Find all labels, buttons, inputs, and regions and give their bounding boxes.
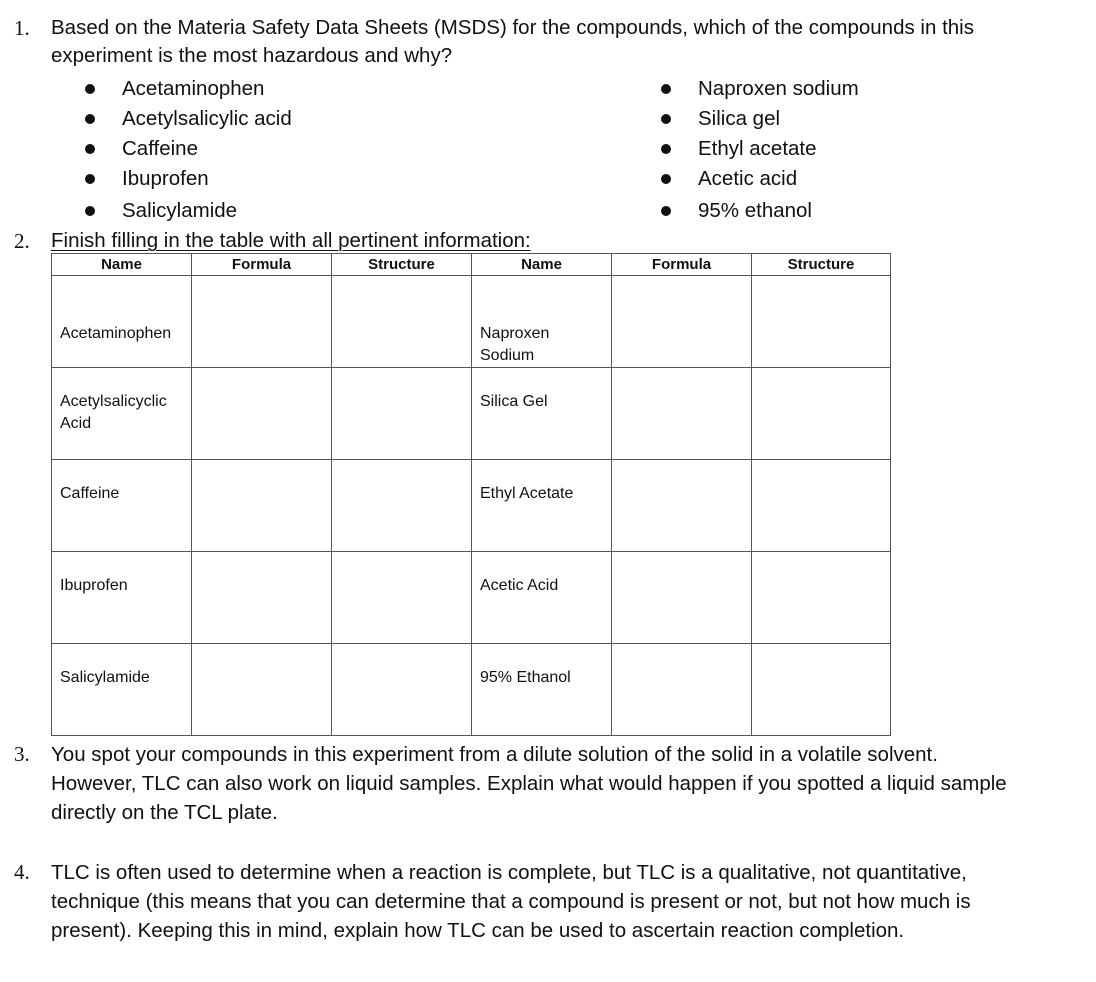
list-item: Salicylamide (85, 196, 485, 226)
list-item: Acetylsalicylic acid (85, 104, 485, 134)
compound-list-right (661, 74, 1061, 226)
formula-cell[interactable] (612, 644, 752, 736)
formula-cell[interactable] (192, 276, 332, 368)
question-2-number: 2. (14, 229, 30, 253)
question-4 (0, 858, 1096, 948)
structure-cell[interactable] (752, 644, 891, 736)
header-name: Name (52, 254, 192, 276)
list-item: Acetaminophen (85, 74, 485, 104)
name-cell: Caffeine (52, 460, 192, 552)
table-row (52, 368, 891, 460)
name-cell: 95% Ethanol (472, 644, 612, 736)
list-item: Ibuprofen (85, 164, 485, 196)
table-row (52, 460, 891, 552)
question-4-line-2: technique (this means that you can determine that a compound is present or not, but not how much is (51, 890, 971, 913)
question-3 (0, 740, 1096, 830)
structure-cell[interactable] (332, 460, 472, 552)
name-cell: Silica Gel (472, 368, 612, 460)
list-item: Naproxen sodium (661, 74, 1061, 104)
structure-cell[interactable] (752, 460, 891, 552)
table-header-row (52, 254, 891, 276)
question-3-line-3: directly on the TCL plate. (51, 801, 278, 824)
question-3-text (51, 740, 1091, 827)
formula-cell[interactable] (612, 552, 752, 644)
header-formula: Formula (612, 254, 752, 276)
list-item: Acetic acid (661, 164, 1061, 196)
structure-cell[interactable] (332, 368, 472, 460)
name-cell: Acetaminophen (52, 276, 192, 368)
question-1-line-2: experiment is the most hazardous and why? (51, 44, 453, 67)
compound-list-left (85, 74, 485, 226)
question-4-text (51, 858, 1091, 945)
formula-cell[interactable] (612, 368, 752, 460)
list-item: Caffeine (85, 134, 485, 164)
formula-cell[interactable] (192, 460, 332, 552)
question-4-line-3: present). Keeping this in mind, explain how TLC can be used to ascertain reaction completion. (51, 919, 905, 942)
name-cell: Ibuprofen (52, 552, 192, 644)
name-cell: Acetic Acid (472, 552, 612, 644)
formula-cell[interactable] (612, 276, 752, 368)
structure-cell[interactable] (752, 552, 891, 644)
list-item: Ethyl acetate (661, 134, 1061, 164)
name-cell: Acetylsalicyclic Acid (52, 368, 192, 460)
structure-cell[interactable] (332, 644, 472, 736)
table-row (52, 644, 891, 736)
question-1-number: 1. (14, 16, 30, 40)
compound-table (51, 253, 891, 736)
table-row (52, 276, 891, 368)
name-cell: Salicylamide (52, 644, 192, 736)
question-1-line-1: Based on the Materia Safety Data Sheets (MSDS) for the compounds, which of the compounds in this (51, 16, 974, 39)
name-cell: Naproxen Sodium (472, 276, 612, 368)
question-1-text (51, 14, 1091, 70)
question-3-number: 3. (14, 742, 30, 766)
question-3-line-1: You spot your compounds in this experiment from a dilute solution of the solid in a volatile solvent. (51, 743, 938, 766)
formula-cell[interactable] (192, 552, 332, 644)
structure-cell[interactable] (332, 276, 472, 368)
name-cell: Ethyl Acetate (472, 460, 612, 552)
list-item: Silica gel (661, 104, 1061, 134)
list-item: 95% ethanol (661, 196, 1061, 226)
header-formula: Formula (192, 254, 332, 276)
header-name: Name (472, 254, 612, 276)
formula-cell[interactable] (192, 644, 332, 736)
table-row (52, 552, 891, 644)
question-1 (0, 14, 1096, 74)
formula-cell[interactable] (612, 460, 752, 552)
question-4-number: 4. (14, 860, 30, 884)
formula-cell[interactable] (192, 368, 332, 460)
structure-cell[interactable] (752, 368, 891, 460)
question-2 (0, 227, 1096, 255)
question-3-line-2: However, TLC can also work on liquid samples. Explain what would happen if you spotted a liquid sample (51, 772, 1007, 795)
header-structure: Structure (332, 254, 472, 276)
structure-cell[interactable] (752, 276, 891, 368)
question-4-line-1: TLC is often used to determine when a reaction is complete, but TLC is a qualitative, not quantitative, (51, 861, 967, 884)
header-structure: Structure (752, 254, 891, 276)
question-2-text: Finish filling in the table with all pertinent information: (51, 229, 531, 252)
structure-cell[interactable] (332, 552, 472, 644)
